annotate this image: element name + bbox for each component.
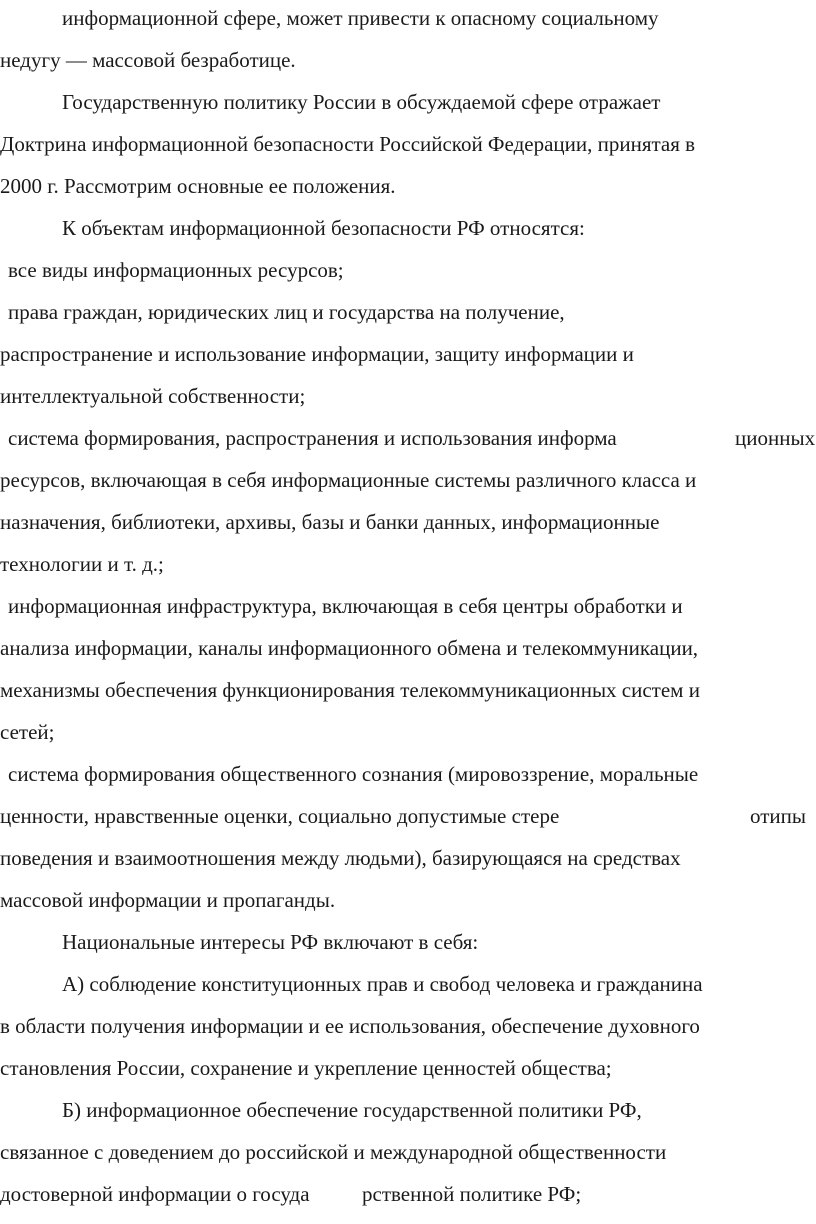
list-item-line: система формирования общественного сознания (мировоззрение, моральные [8, 762, 699, 786]
text-fragment: ционных [735, 426, 816, 450]
text-line: Б) информационное обеспечение государственной политики РФ, [62, 1098, 642, 1122]
list-item-line: система формирования, распространения и использования информа [8, 426, 617, 450]
text-line: информационной сфере, может привести к опасному социальному [62, 6, 659, 30]
text-line: А) соблюдение конституционных прав и свобод человека и гражданина [62, 972, 703, 996]
text-line: достоверной информации о госуда [0, 1182, 310, 1206]
text-line: Доктрина информационной безопасности Российской Федерации, принятая в [0, 132, 696, 156]
text-line: анализа информации, каналы информационного обмена и телекоммуникации, [0, 636, 699, 660]
text-line: технологии и т. д.; [0, 552, 164, 576]
list-item-line: права граждан, юридических лиц и государства на получение, [8, 300, 565, 324]
text-line: в области получения информации и ее использования, обеспечение духовного [0, 1014, 700, 1038]
text-line: массовой информации и пропаганды. [0, 888, 336, 912]
text-line: становления России, сохранение и укрепление ценностей общества; [0, 1056, 612, 1080]
text-line: сетей; [0, 720, 55, 744]
text-line: назначения, библиотеки, архивы, базы и банки данных, информационные [0, 510, 660, 534]
text-line: недугу — массовой безработице. [0, 48, 296, 72]
text-fragment: рственной политике РФ; [362, 1182, 582, 1206]
text-line: Государственную политику России в обсуждаемой сфере отражает [62, 90, 661, 114]
text-line: интеллектуальной собственности; [0, 384, 306, 408]
text-line: связанное с доведением до российской и международной общественности [0, 1140, 667, 1164]
text-line: 2000 г. Рассмотрим основные ее положения. [0, 174, 396, 198]
text-line: Национальные интересы РФ включают в себя: [62, 930, 479, 954]
list-item-line: все виды информационных ресурсов; [8, 258, 344, 282]
list-item-line: информационная инфраструктура, включающая в себя центры обработки и [8, 594, 683, 618]
text-line: поведения и взаимоотношения между людьми), базирующаяся на средствах [0, 846, 681, 870]
text-line: ценности, нравственные оценки, социально допустимые стере [0, 804, 560, 828]
text-line: механизмы обеспечения функционирования телекоммуникационных систем и [0, 678, 700, 702]
text-fragment: отипы [750, 804, 806, 828]
text-line: распространение и использование информации, защиту информации и [0, 342, 634, 366]
text-line: ресурсов, включающая в себя информационные системы различного класса и [0, 468, 697, 492]
text-line: К объектам информационной безопасности РФ относятся: [62, 216, 585, 240]
